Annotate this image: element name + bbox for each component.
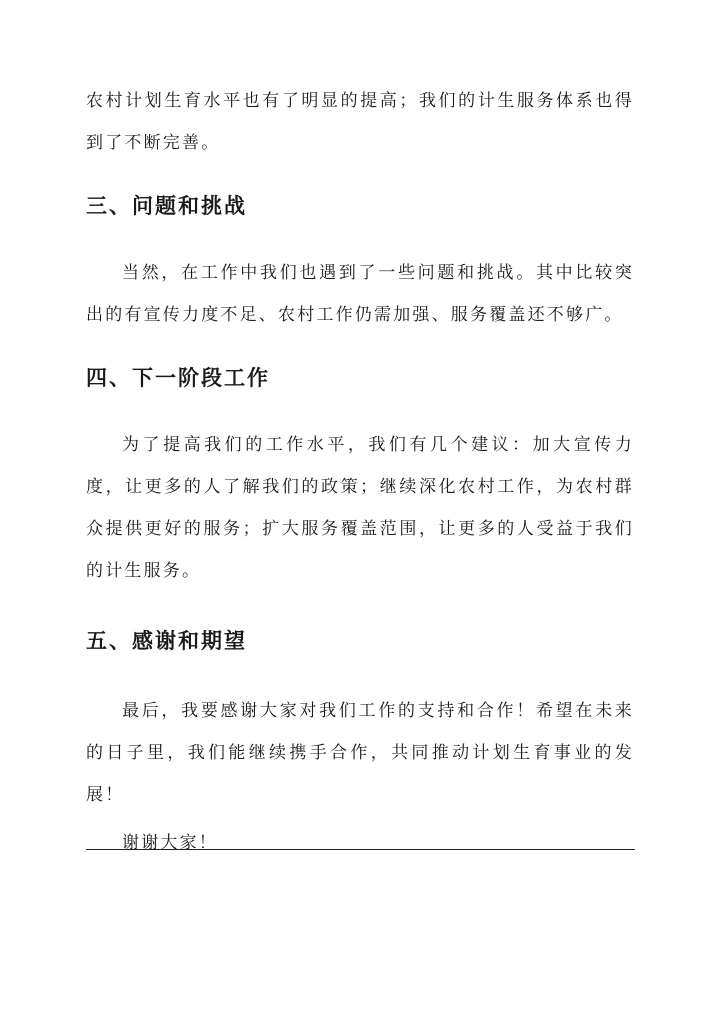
closing-line: 谢谢大家！ — [122, 833, 218, 853]
section-paragraph-thanks: 最后，我要感谢大家对我们工作的支持和合作！希望在未来的日子里，我们能继续携手合作，共同推动计划生育事业的发展！ — [86, 701, 634, 805]
bottom-divider — [86, 849, 635, 850]
section-paragraph-problems: 当然，在工作中我们也遇到了一些问题和挑战。其中比较突出的有宣传力度不足、农村工作仍需加强、服务覆盖还不够广。 — [86, 263, 634, 325]
section-heading-next-steps: 四、下一阶段工作 — [86, 366, 270, 390]
section-heading-problems: 三、问题和挑战 — [86, 194, 247, 218]
section-paragraph-next-steps: 为了提高我们的工作水平，我们有几个建议：加大宣传力度，让更多的人了解我们的政策；继续深化农村工作，为农村群众提供更好的服务；扩大服务覆盖范围，让更多的人受益于我们的计生服务。 — [86, 435, 634, 581]
section-heading-thanks: 五、感谢和期望 — [86, 629, 247, 653]
intro-paragraph: 农村计划生育水平也有了明显的提高；我们的计生服务体系也得到了不断完善。 — [86, 91, 634, 153]
document-body — [86, 80, 634, 864]
